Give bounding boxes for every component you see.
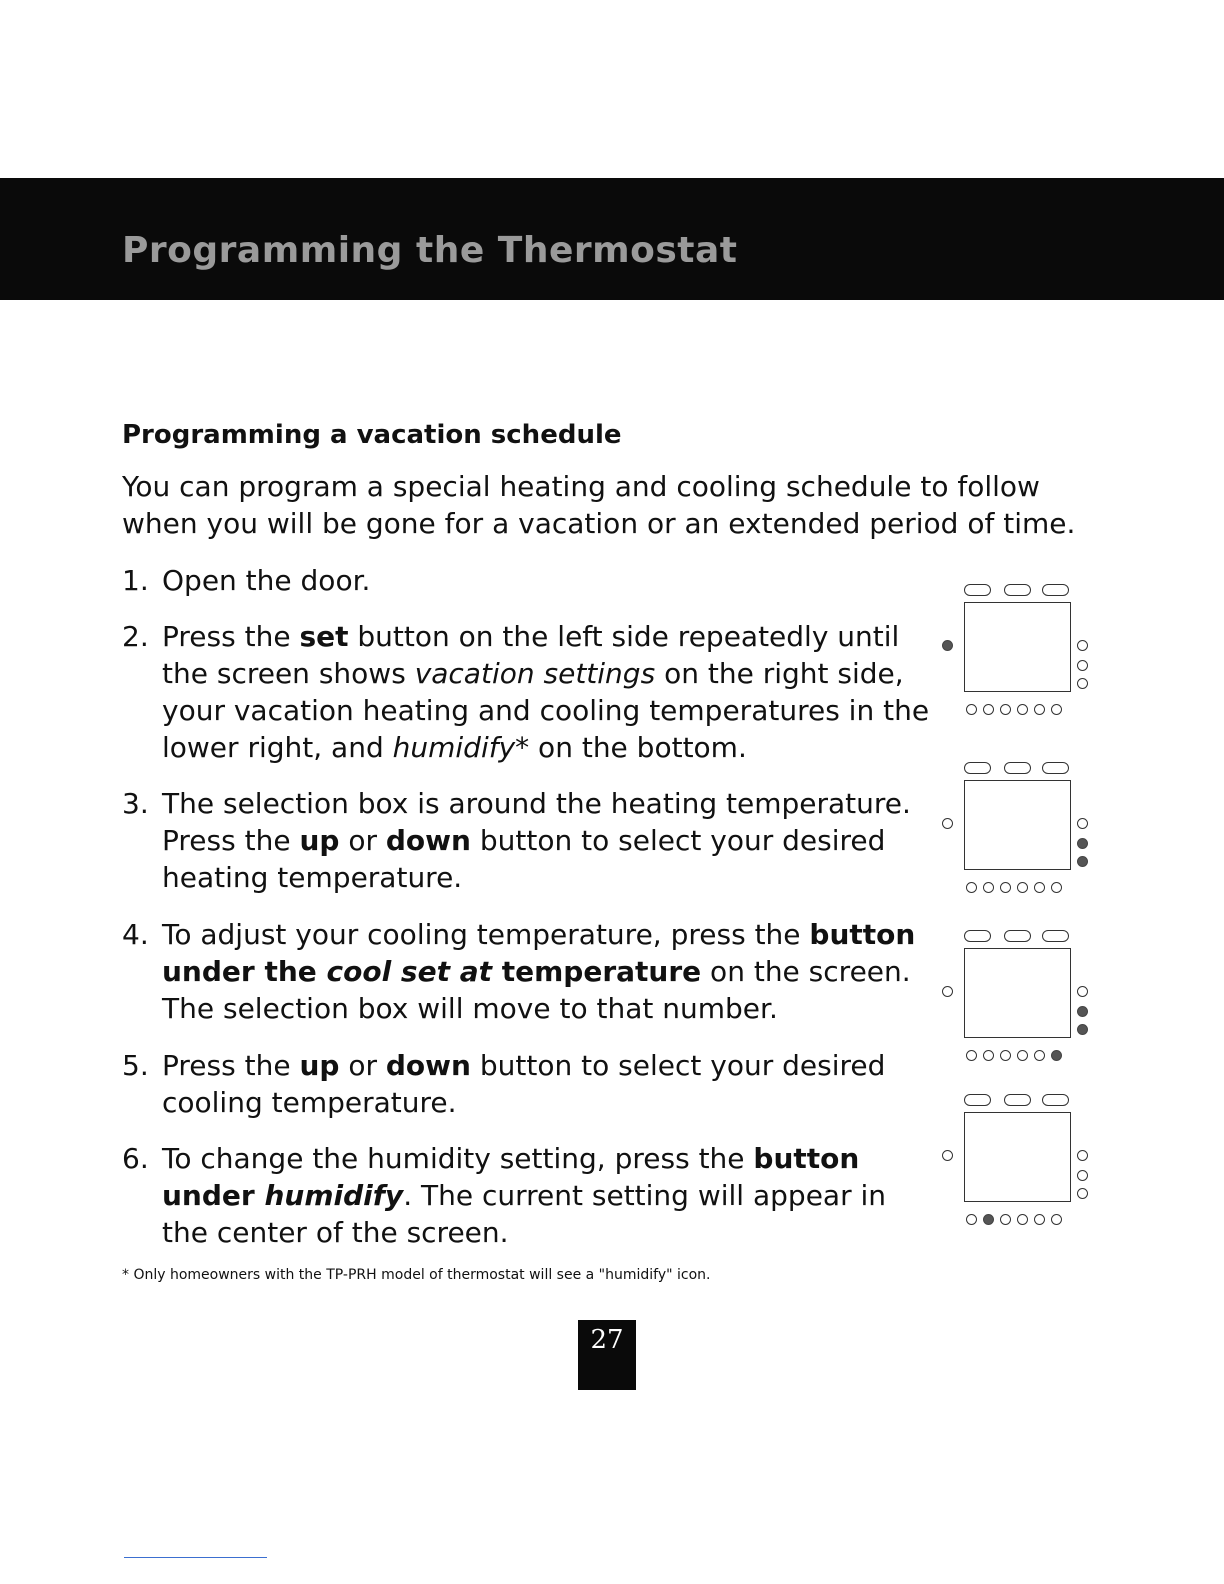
page-title: Programming the Thermostat [122,230,738,271]
bottom-button-icon [1051,882,1062,893]
top-button-icon [1042,930,1069,942]
header-banner [0,178,1224,300]
step-text: Press the up or down button to select your desired cooling temperature. [162,1049,886,1119]
bottom-button-icon [966,882,977,893]
step-text: To change the humidity setting, press the button under humidify. The current setting will appear in the center of the screen. [162,1142,887,1249]
step-text: To adjust your cooling temperature, press the button under the cool set at temperature on the screen. The selection box will move to that number. [162,918,916,1025]
top-button-icon [964,584,991,596]
top-button-icon [1004,930,1031,942]
left-button-icon [942,986,953,997]
top-button-icon [1004,584,1031,596]
right-button-icon [1077,1188,1088,1199]
right-button-icon [1077,1170,1088,1181]
top-button-icon [1042,762,1069,774]
display-screen [964,780,1071,870]
display-screen [964,602,1071,692]
step-number: 3. [122,787,149,820]
bottom-button-icon [1034,1050,1045,1061]
step-number: 5. [122,1049,149,1082]
step-number: 2. [122,620,149,653]
bottom-button-icon [1017,1050,1028,1061]
display-screen [964,1112,1071,1202]
footnote: * Only homeowners with the TP-PRH model of thermostat will see a "humidify" icon. [122,1267,711,1283]
page-number: 27 [578,1320,636,1390]
top-button-icon [1004,762,1031,774]
right-button-icon [1077,818,1088,829]
bottom-button-icon [1017,1214,1028,1225]
bottom-button-icon [983,1050,994,1061]
right-button-icon [1077,678,1088,689]
thermostat-diagram [938,1094,1098,1244]
top-button-icon [964,930,991,942]
right-button-active-icon [1077,1006,1088,1017]
bottom-button-icon [1051,1214,1062,1225]
bottom-button-icon [1051,704,1062,715]
bottom-button-icon [966,704,977,715]
step-text: Open the door. [162,564,371,597]
step-number: 1. [122,564,149,597]
bottom-button-icon [1000,1050,1011,1061]
left-button-icon [942,818,953,829]
thermostat-diagram [938,584,1098,734]
thermostat-diagram [938,930,1098,1080]
top-button-icon [1042,1094,1069,1106]
step-text: The selection box is around the heating temperature. Press the up or down button to select your desired heating temperature. [162,787,911,894]
bottom-button-icon [1017,882,1028,893]
bottom-button-icon [966,1050,977,1061]
thermostat-diagram [938,762,1098,912]
step-text: Press the set button on the left side repeatedly until the screen shows vacation settings on the right side, your vacation heating and cooling temperatures in the lower right, and humidify* on the bottom. [162,620,930,764]
step-number: 4. [122,918,149,951]
right-button-icon [1077,640,1088,651]
step-number: 6. [122,1142,149,1175]
right-button-icon [1077,1150,1088,1161]
bottom-button-icon [966,1214,977,1225]
bottom-button-icon [1000,1214,1011,1225]
left-button-icon [942,1150,953,1161]
section-title: Programming a vacation schedule [122,420,622,450]
bottom-button-active-icon [1051,1050,1062,1061]
right-button-icon [1077,986,1088,997]
bottom-button-icon [983,704,994,715]
display-screen [964,948,1071,1038]
section-intro: You can program a special heating and cooling schedule to follow when you will be gone for a vacation or an extended period of time. [122,470,1076,540]
bottom-button-icon [1034,1214,1045,1225]
right-button-active-icon [1077,1024,1088,1035]
bottom-button-icon [1000,704,1011,715]
bottom-button-icon [1000,882,1011,893]
bottom-button-icon [1017,704,1028,715]
right-button-icon [1077,660,1088,671]
top-button-icon [1004,1094,1031,1106]
top-button-icon [964,762,991,774]
top-button-icon [964,1094,991,1106]
bottom-button-active-icon [983,1214,994,1225]
bottom-button-icon [1034,882,1045,893]
bottom-button-icon [1034,704,1045,715]
top-button-icon [1042,584,1069,596]
divider [124,1557,267,1558]
bottom-button-icon [983,882,994,893]
left-button-active-icon [942,640,953,651]
right-button-active-icon [1077,838,1088,849]
right-button-active-icon [1077,856,1088,867]
